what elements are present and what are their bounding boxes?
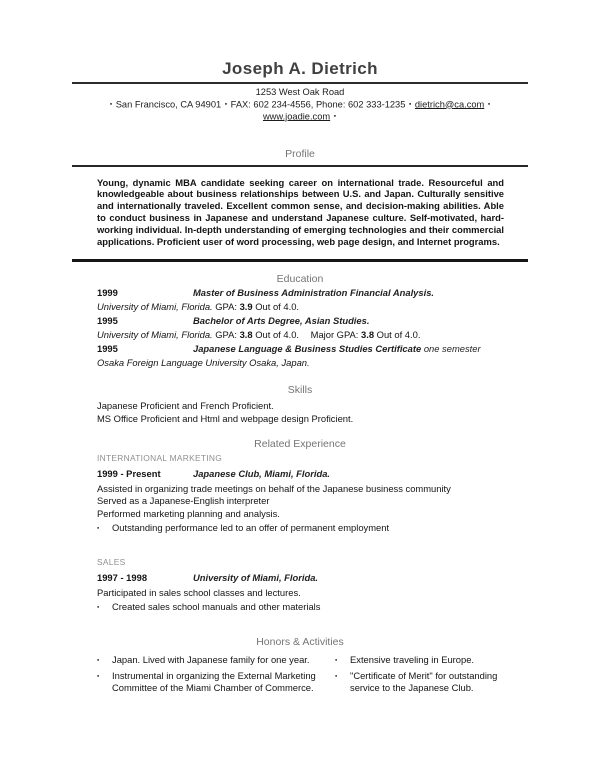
honors-bullet-text: Japan. Lived with Japanese family for one year. (112, 654, 310, 666)
experience-section (72, 438, 528, 615)
experience-group-international-marketing (72, 453, 528, 536)
experience-group-sales (72, 557, 528, 615)
bullet-separator-icon: ▪ (333, 112, 337, 120)
education-entry-row (72, 286, 528, 300)
website-line (72, 111, 528, 123)
profile-summary: Young, dynamic MBA candidate seeking career on international trade. Resourceful and knowledgeable about business relationships between U.S. and Japan. Culturally sensitive and internationally traveled. Excellent common sense, and decision-making abilities. Able to conduct business in Japanese and understand Japanese culture. Self-motivated, hard-working individual. In-depth understanding of emerging technologies and their commercial applications. Proficient user of word processing, web page design, and Internet programs. (97, 176, 504, 248)
honors-columns (72, 652, 528, 695)
education-year: 1999 (97, 286, 118, 298)
square-bullet-icon: ▪ (335, 657, 338, 665)
experience-organization: University of Miami, Florida. (193, 571, 319, 583)
header-rule (72, 82, 528, 84)
honors-bullet-item (335, 654, 528, 667)
skills-heading: Skills (287, 383, 313, 396)
honors-left-column (72, 652, 335, 695)
gpa-value: 3.9 (239, 300, 253, 312)
education-year: 1995 (97, 314, 118, 326)
experience-bullet-text: Created sales school manuals and other materials (112, 601, 321, 613)
profile-section (72, 148, 528, 262)
education-degree: Bachelor of Arts Degree, Asian Studies. (193, 314, 370, 326)
education-entry-detail (72, 328, 528, 342)
major-gpa-value: 3.8 (361, 328, 375, 340)
major-gpa-label: Major GPA: (310, 328, 359, 340)
honors-bullet-text: "Certificate of Merit" for outstanding service to the Japanese Club. (350, 670, 498, 694)
bullet-separator-icon: ▪ (408, 100, 412, 108)
experience-category-label: INTERNATIONAL MARKETING (97, 452, 223, 463)
gpa-suffix: Out of 4.0. (255, 300, 300, 312)
experience-line: Participated in sales school classes and lectures. (97, 586, 301, 598)
honors-section (72, 636, 528, 695)
education-section (72, 273, 528, 370)
gpa-label: GPA: (215, 300, 237, 312)
experience-category-label: SALES (97, 556, 126, 567)
experience-period-row (72, 467, 528, 481)
gpa-suffix: Out of 4.0. (255, 328, 300, 340)
honors-bullet-text: Extensive traveling in Europe. (350, 654, 475, 666)
profile-heading: Profile (72, 148, 528, 167)
skills-line: MS Office Proficient and Html and webpage design Proficient. (97, 412, 354, 424)
education-school: University of Miami, Florida. (97, 328, 213, 340)
education-entry-detail (72, 300, 528, 314)
education-year: 1995 (97, 342, 118, 354)
experience-organization: Japanese Club, Miami, Florida. (193, 467, 331, 479)
person-name: Joseph A. Dietrich (222, 59, 378, 78)
square-bullet-icon: ▪ (97, 657, 100, 665)
experience-bullet-text: Outstanding performance led to an offer of permanent employment (112, 522, 390, 534)
education-degree: Master of Business Administration Financial Analysis. (193, 286, 435, 298)
fax-phone: FAX: 602 234-4556, Phone: 602 333-1235 (230, 99, 406, 109)
experience-bullet-item (72, 522, 528, 535)
experience-period: 1997 - 1998 (97, 571, 148, 583)
bullet-separator-icon: ▪ (487, 100, 491, 108)
education-school: Osaka Foreign Language University Osaka, Japan. (97, 356, 310, 368)
skills-line: Japanese Proficient and French Proficient. (97, 399, 274, 411)
certificate-duration: one semester (423, 342, 481, 354)
honors-bullet-item (72, 654, 335, 667)
gpa-label: GPA: (215, 328, 237, 340)
square-bullet-icon: ▪ (335, 673, 338, 681)
certificate-title: Japanese Language & Business Studies Certificate (193, 342, 422, 354)
education-heading: Education (276, 272, 324, 285)
honors-bullet-item (335, 670, 528, 695)
email-link[interactable]: dietrich@ca.com (414, 99, 485, 109)
experience-line: Assisted in organizing trade meetings on behalf of the Japanese business community (97, 482, 451, 494)
experience-bullet-item (72, 601, 528, 614)
education-degree (193, 342, 481, 356)
contact-block (72, 87, 528, 123)
address-line: 1253 West Oak Road (255, 87, 345, 97)
education-school: University of Miami, Florida. (97, 300, 213, 312)
experience-heading: Related Experience (254, 437, 346, 450)
gpa-value: 3.8 (239, 328, 253, 340)
honors-right-column (335, 652, 528, 695)
honors-heading: Honors & Activities (256, 635, 344, 648)
contact-line (72, 99, 528, 111)
education-entry-row (72, 342, 528, 356)
website-link[interactable]: www.joadie.com (262, 111, 331, 121)
city-state-zip: San Francisco, CA 94901 (115, 99, 222, 109)
skills-section (72, 384, 528, 425)
resume-header (72, 58, 528, 123)
square-bullet-icon: ▪ (97, 604, 100, 612)
bullet-separator-icon: ▪ (224, 100, 228, 108)
square-bullet-icon: ▪ (97, 525, 100, 533)
experience-period: 1999 - Present (97, 467, 161, 479)
bullet-separator-icon: ▪ (109, 100, 113, 108)
honors-bullet-item (72, 670, 335, 695)
experience-line: Performed marketing planning and analysis. (97, 507, 280, 519)
education-entry-row (72, 314, 528, 328)
section-divider-rule (72, 259, 528, 262)
experience-period-row (72, 571, 528, 585)
experience-line: Served as a Japanese-English interpreter (97, 495, 270, 507)
major-gpa-suffix: Out of 4.0. (376, 328, 421, 340)
honors-bullet-text: Instrumental in organizing the External Marketing Committee of the Miami Chamber of Commerce. (112, 670, 316, 694)
square-bullet-icon: ▪ (97, 673, 100, 681)
education-entry-detail (72, 356, 528, 370)
